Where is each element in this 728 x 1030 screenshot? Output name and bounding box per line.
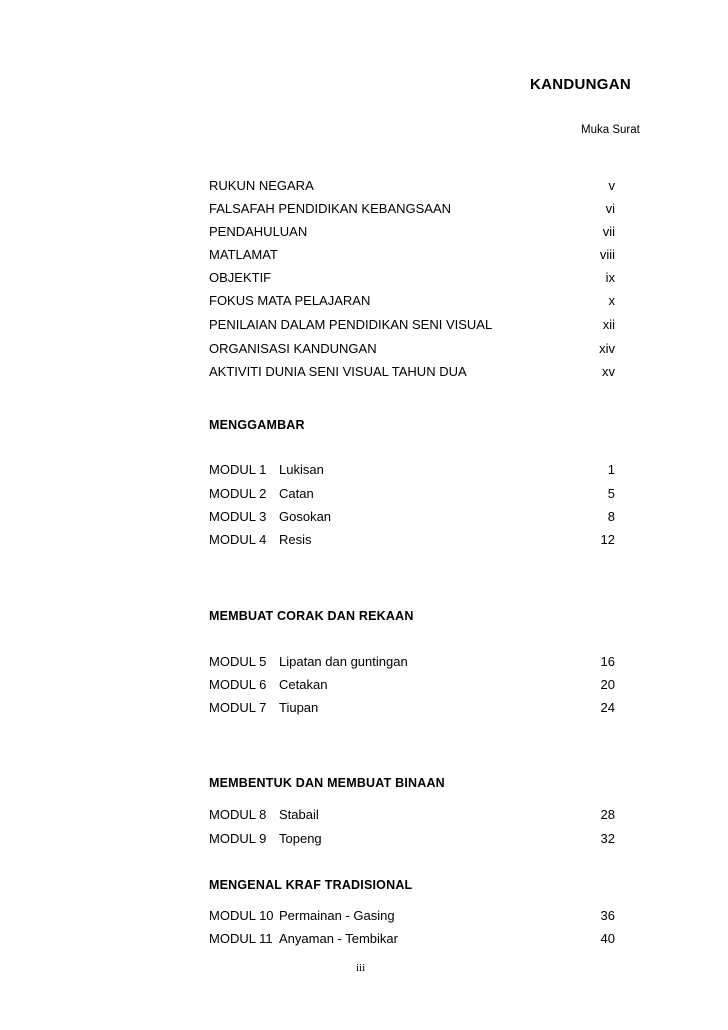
toc-entry [209,222,629,242]
module-name: Permainan - Gasing [279,908,395,923]
toc-entry [209,199,629,219]
toc-entry-label: OBJEKTIF [209,270,272,285]
page-title: KANDUNGAN [530,76,632,93]
module-code: MODUL 8 [209,807,267,822]
toc-entry-page: vii [602,224,615,239]
toc-entry [209,176,629,196]
module-entry [209,698,629,718]
module-page: 5 [607,486,615,501]
section-heading: MEMBUAT CORAK DAN REKAAN [209,609,414,623]
module-name: Topeng [279,831,322,846]
toc-entry [209,245,629,265]
module-page: 8 [607,509,615,524]
toc-entry-label: PENDAHULUAN [209,224,308,239]
module-entry [209,805,629,825]
module-entry [209,906,629,926]
toc-entry-page: xiv [599,341,615,356]
module-page: 1 [607,462,615,477]
toc-entry-page: ix [605,270,615,285]
module-page: 40 [600,931,615,946]
module-code: MODUL 1 [209,462,267,477]
module-entry [209,530,629,550]
section-heading: MEMBENTUK DAN MEMBUAT BINAAN [209,776,445,790]
module-page: 36 [600,908,615,923]
toc-entry-label: FOKUS MATA PELAJARAN [209,293,371,308]
module-entry [209,929,629,949]
module-code: MODUL 10 [209,908,274,923]
toc-entry [209,315,629,335]
module-name: Resis [279,532,312,547]
toc-entry-page: x [608,293,615,308]
toc-entry-label: FALSAFAH PENDIDIKAN KEBANGSAAN [209,201,452,216]
toc-entry [209,291,629,311]
toc-entry-page: viii [599,247,615,262]
toc-entry-label: MATLAMAT [209,247,278,262]
section-heading: MENGGAMBAR [209,418,305,432]
toc-entry-label: RUKUN NEGARA [209,178,314,193]
module-name: Catan [279,486,314,501]
toc-entry-page: xv [602,364,615,379]
module-name: Lipatan dan guntingan [279,654,408,669]
toc-entry [209,362,629,382]
module-code: MODUL 7 [209,700,267,715]
module-entry [209,675,629,695]
toc-entry-label: ORGANISASI KANDUNGAN [209,341,377,356]
module-name: Lukisan [279,462,324,477]
toc-entry-page: xii [602,317,615,332]
module-entry [209,829,629,849]
module-code: MODUL 3 [209,509,267,524]
toc-entry [209,268,629,288]
section-heading: MENGENAL KRAF TRADISIONAL [209,878,413,892]
toc-entry-label: AKTIVITI DUNIA SENI VISUAL TAHUN DUA [209,364,467,379]
module-page: 20 [600,677,615,692]
page-column-label: Muka Surat [581,124,640,136]
module-code: MODUL 11 [209,931,273,946]
module-code: MODUL 5 [209,654,267,669]
module-code: MODUL 2 [209,486,267,501]
module-entry [209,652,629,672]
footer-page-number: iii [356,962,366,974]
module-name: Anyaman - Tembikar [279,931,398,946]
toc-entry-label: PENILAIAN DALAM PENDIDIKAN SENI VISUAL [209,317,493,332]
module-page: 32 [600,831,615,846]
module-name: Tiupan [279,700,319,715]
module-code: MODUL 6 [209,677,267,692]
toc-entry-page: vi [605,201,615,216]
module-page: 24 [600,700,615,715]
module-name: Stabail [279,807,319,822]
module-name: Cetakan [279,677,328,692]
module-name: Gosokan [279,509,332,524]
toc-entry-page: v [608,178,615,193]
module-entry [209,507,629,527]
module-code: MODUL 4 [209,532,267,547]
module-page: 12 [600,532,615,547]
module-entry [209,484,629,504]
toc-entry [209,339,629,359]
module-page: 16 [600,654,615,669]
module-entry [209,460,629,480]
module-code: MODUL 9 [209,831,267,846]
module-page: 28 [600,807,615,822]
